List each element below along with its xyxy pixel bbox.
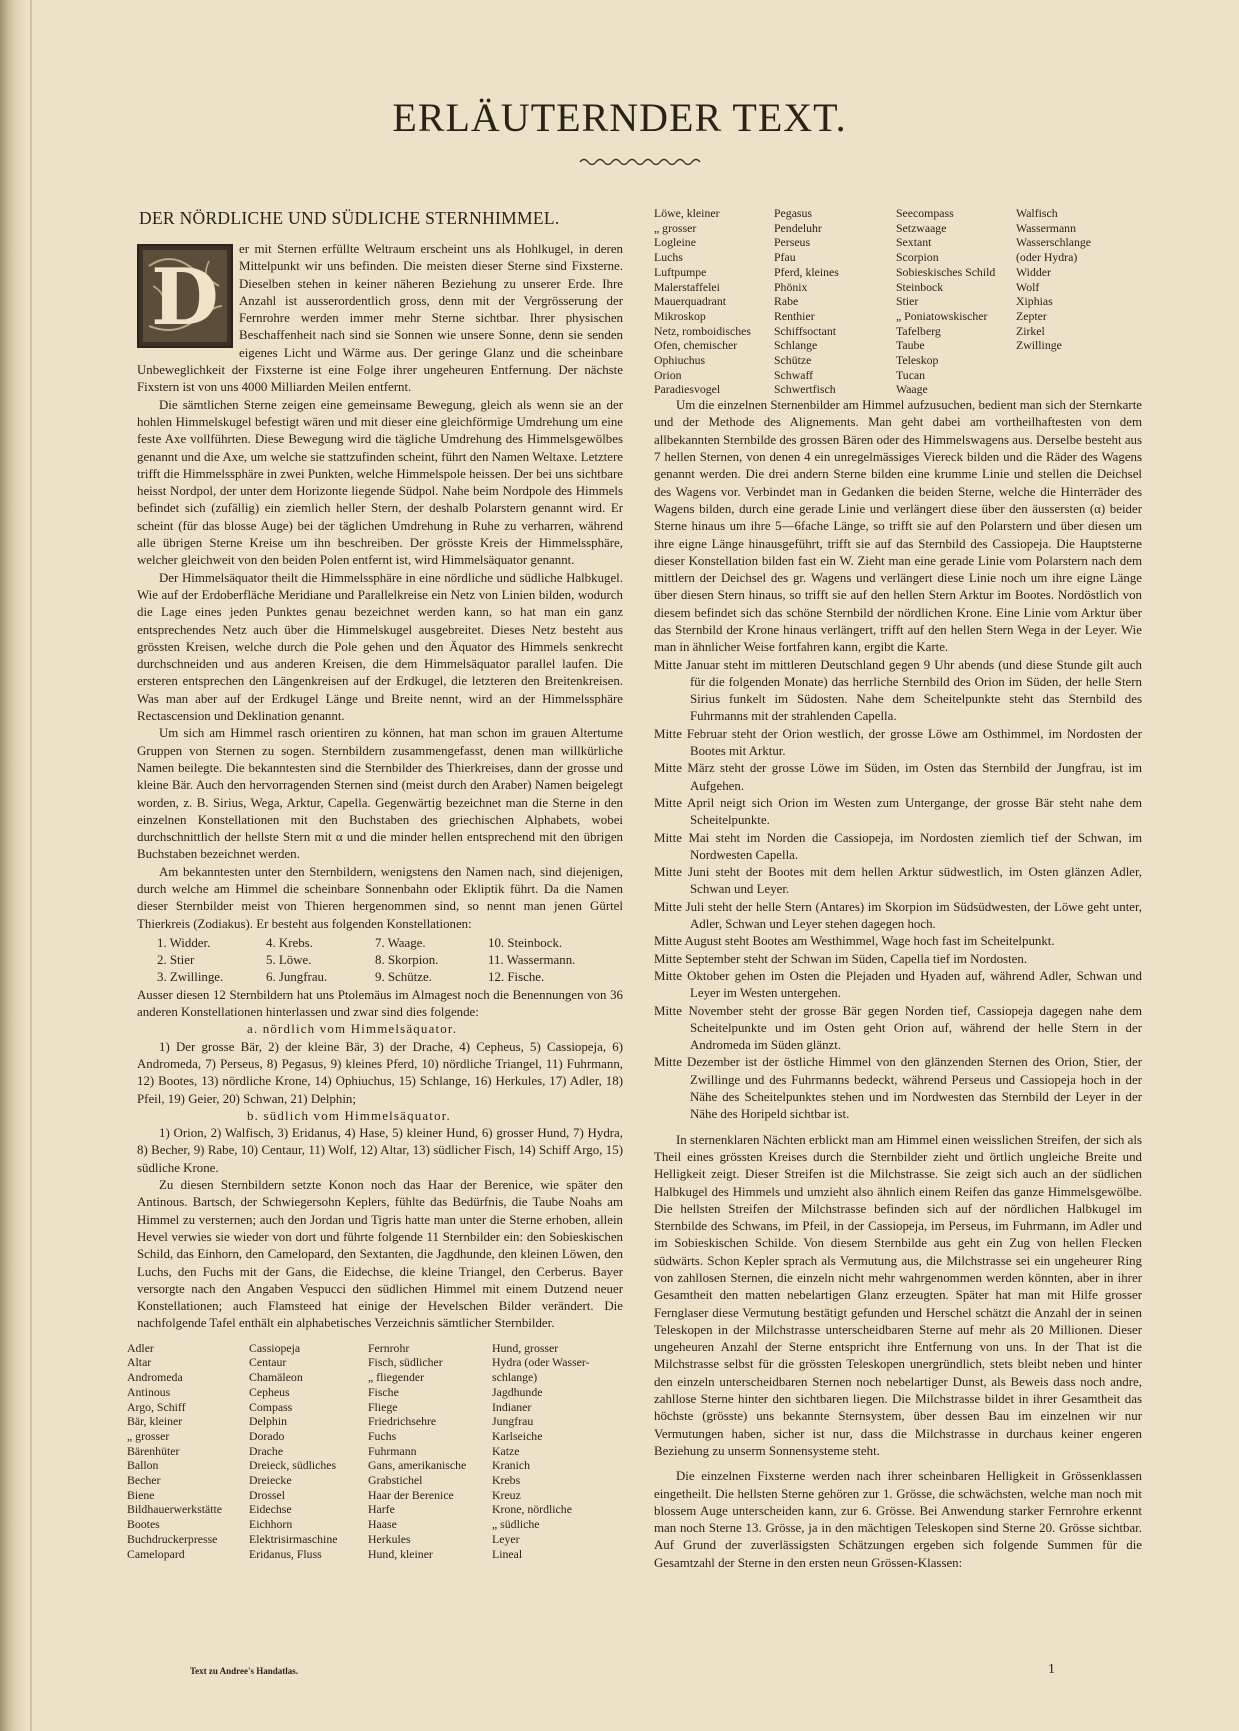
constellation-name: Fuhrmann xyxy=(368,1443,417,1458)
paragraph-rotation: Die sämtlichen Sterne zeigen eine gemeinsame Bewegung, gleich als wenn sie an der hohlen Himmelskugel befestigt wären und mit dieser eine gleichförmige Umdrehung um eine feste Axe vollführten. Diese Bewegung wird die tägliche Umdrehung des Himmelsgewölbes genannt und die Axe, um welche sie stattzufinden scheint, führt den Namen Weltaxe. Letztere trifft die Himmelssphäre in zwei Punkten, welche Himmelspole heissen. Der bei uns sichtbare heisst Nordpol, der unter dem Horizonte liegende Südpol. Nahe beim Nordpole des Himmels befindet sich (zufällig) ein ziemlich heller Stern, der deshalb Polarstern genannt wird. Er scheint (für das blosse Auge) bei der täglichen Umdrehung in Ruhe zu verharren, während alle übrigen Sterne Kreise um ihn beschreiben. Der grösste Kreis der Himmelssphäre, welcher gleichweit von den beiden Polen entfernt ist, wird Himmelsäquator genannt. xyxy=(137,397,623,568)
month-entry: Mitte Oktober gehen im Osten die Plejaden und Hyaden auf, während Adler, Schwan und Leyer im Westen untergehen. xyxy=(654,968,1142,1001)
constellation-name: Dreiecke xyxy=(249,1473,292,1488)
alphabetical-constellation-table-continued xyxy=(654,206,1142,397)
month-entry: Mitte April neigt sich Orion im Westen zum Untergange, der grosse Bär steht nahe dem Scheitelpunkte. xyxy=(654,795,1142,828)
drop-cap xyxy=(137,244,233,348)
month-entry: Mitte März steht der grosse Löwe im Süden, im Osten das Sternbild der Jungfrau, ist im Aufgehen. xyxy=(654,761,1142,793)
constellation-name: Delphin xyxy=(249,1414,288,1429)
constellation-name: Camelopard xyxy=(127,1546,185,1561)
constellation-name: Widder xyxy=(1016,264,1051,279)
constellation-name: Renthier xyxy=(774,308,815,323)
constellation-name: Adler xyxy=(127,1340,154,1355)
constellation-name: Eidechse xyxy=(249,1502,292,1517)
paragraph-zodiac: Am bekanntesten unter den Sternbildern, wenigstens den Namen nach, sind diejenigen, durch welche am Himmel die scheinbare Sonnenbahn oder Ekliptik führt. Da die Namen dieser Sternbilder meist von Thieren hergenommen sind, so nennt man jenen Gürtel Thierkreis (Zodiakus). Er besteht aus folgenden Konstellationen: xyxy=(137,864,623,931)
constellation-name: Hund, grosser xyxy=(492,1340,559,1355)
constellation-name: Seecompass xyxy=(896,206,954,220)
constellation-name: Fernrohr xyxy=(368,1340,410,1355)
paragraph-equator: Der Himmelsäquator theilt die Himmelssphäre in eine nördliche und südliche Halbkugel. Wie auf der Erdoberfläche Meridiane und Parallelkreise ein Netz von Linien bilden, wodurch die Lage eines jeden Punktes genau bezeichnet werden kann, so hat man ein ganz entsprechendes Netz auch über die Himmelskugel ausgebreitet. Dieses Netz besteht aus grössten Kreisen, welche durch die Pole gehen und den Äquator des Himmels senkrecht durchschneiden und aus anderen Kreisen, die dem Himmelsäquator parallel laufen. Die ersteren entsprechen den Längenkreisen auf der Erdkugel, die letzteren den Breitenkreisen. Was man aber auf der Erdkugel Länge und Breite nennt, wird an der Himmelssphäre Rectascension und Deklination genannt. xyxy=(137,570,623,724)
constellation-name: Elektrisirmaschine xyxy=(249,1531,338,1546)
constellation-name: Perseus xyxy=(774,235,811,250)
constellation-name: Pfau xyxy=(774,250,796,265)
constellation-name: Gans, amerikanische xyxy=(368,1458,467,1473)
constellation-name: Indianer xyxy=(492,1399,532,1414)
constellation-name: Dreieck, südliches xyxy=(249,1458,337,1473)
zodiac-item: 9. Schütze. xyxy=(375,970,432,985)
constellation-name: Bär, kleiner xyxy=(127,1414,183,1429)
constellation-name: Scorpion xyxy=(896,250,939,265)
alphabetical-constellation-table xyxy=(127,1341,623,1562)
constellation-name: Cassiopeja xyxy=(249,1340,301,1355)
constellation-name: Schwaff xyxy=(774,367,814,382)
constellation-name: Compass xyxy=(249,1399,293,1414)
zodiac-item: 12. Fische. xyxy=(488,970,545,985)
month-entry: Mitte Januar steht im mittleren Deutschland gegen 9 Uhr abends (und diese Stunde gilt auch für die folgenden Monate) das herrliche Sternbild des Orion im Süden, der helle Stern Sirius funkelt im Südosten. Nahe dem Scheitelpunkte steht das Sternbild des Fuhrmanns mit der strahlenden Capella. xyxy=(654,657,1142,724)
constellation-name: Ophiuchus xyxy=(654,353,706,368)
page-number: 1 xyxy=(1048,1662,1055,1677)
month-entry: Mitte Juni steht der Bootes mit dem hellen Arktur südwestlich, im Osten glänzen Adler, Schwan und Leyer. xyxy=(654,865,1142,897)
constellation-name: Eichhorn xyxy=(249,1517,293,1532)
zodiac-item: 8. Skorpion. xyxy=(375,953,439,968)
constellation-name: Lineal xyxy=(492,1546,523,1561)
constellation-name: Cepheus xyxy=(249,1384,290,1399)
monthly-sky-list xyxy=(654,657,1142,1124)
constellation-name: Hydra (oder Wasser- xyxy=(492,1355,590,1370)
month-entry: Mitte Dezember ist der östliche Himmel von den glänzenden Sternen des Orion, Stier, der Zwillinge und des Fuhrmanns bedeckt, während Perseus und Cassiopeja hoch in der Nähe des Scheitelpunktes stehen und im Nordwesten das Sternbild der Leyer in der Nähe des Horipeld sichtbar ist. xyxy=(654,1055,1142,1122)
footer-source: Text zu Andree's Handatlas. xyxy=(190,1666,299,1676)
constellation-name: Netz, romboidisches xyxy=(654,323,751,338)
constellation-name: Pferd, kleines xyxy=(774,264,839,279)
constellation-name: Eridanus, Fluss xyxy=(249,1546,322,1561)
zodiac-item: 1. Widder. xyxy=(157,935,211,950)
constellation-name: Leyer xyxy=(492,1531,520,1546)
constellation-name: Jagdhunde xyxy=(492,1384,543,1399)
paragraph-alignment: Um die einzelnen Sternenbilder am Himmel aufzusuchen, bedient man sich der Sternkarte und der Methode des Alignements. Man geht dabei am vortheilhaftesten von dem allbekannten Sternbilde des grossen Bären oder des Himmelswagens aus. Derselbe besteht aus 7 hellen Sternen, von denen 4 ein unregelmässiges Viereck bilden und die Räder des Wagens genannt werden. Die drei andern Sterne bilden eine krumme Linie und stellen die Deichsel des Wagens vor. Verbindet man in Gedanken die beiden Sterne, welche die Hinterräder des Wagens bilden, durch eine gerade Linie und verlängert diese über den äussersten (α) beider Sterne hinaus um ihre 5—6fache Länge, so trifft sie auf den Polarstern und über diesen um ihre eigne Länge hinausgeführt, trifft sie auf das Sternbild des Cassiopeja. Die Hauptsterne dieser Konstellation bilden fast ein W. Zieht man eine gerade Linie vom Polarstern nach dem mittlern der Deichsel des gr. Wagens und verlängert diese Linie noch um ihre eigne Länge über diesen Stern hinaus, so trifft sie auf den hellen Stern Arktur im Bootes. Nordöstlich von diesem befindet sich das schöne Sternbild der nördlichen Krone. Eine Linie vom Arktur über das Sternbild der Krone hinaus verlängert, trifft auf den hellen Stern Wega in der Leyer. Wie man in ähnlicher Weise fortfahren kann, ergibt die Karte. xyxy=(654,398,1142,655)
constellation-name: Harfe xyxy=(368,1502,395,1517)
constellation-name: Ballon xyxy=(127,1458,159,1473)
zodiac-item: 11. Wassermann. xyxy=(488,953,576,968)
zodiac-item: 7. Waage. xyxy=(375,935,426,950)
constellation-name: Schlange xyxy=(774,338,818,353)
constellation-name: Tucan xyxy=(896,367,926,382)
constellation-name: Mauerquadrant xyxy=(654,294,727,309)
constellation-name: Zwillinge xyxy=(1016,338,1062,353)
constellation-name: Taube xyxy=(896,338,925,353)
constellation-name: Schütze xyxy=(774,353,812,368)
constellation-name: Drache xyxy=(249,1443,284,1458)
constellation-name xyxy=(1016,368,1126,383)
constellation-name: Schiffsoctant xyxy=(774,323,837,338)
paragraph-magnitudes: Die einzelnen Fixsterne werden nach ihrer scheinbaren Helligkeit in Grössenklassen eingetheilt. Die hellsten Sterne gehören zur 1. Grösse, die schwächsten, welche man noch mit blossem Auge unterscheiden kann, zur 6. Grösse. Bei Anwendung starker Fernrohre erkennt man noch Sterne 13. Grösse, ja in den mächtigen Teleskopen sind Sterne 20. Grösse sichtbar. Auf Grund der zuverlässigsten Schätzungen ergeben sich folgende Summen für die Gesamtzahl der Sterne in den ersten neun Grössen-Klassen: xyxy=(654,1469,1142,1570)
paragraph-constellations: Um sich am Himmel rasch orientiren zu können, hat man schon im grauen Altertume Gruppen von Sternen zu sogen. Sternbildern zusammengefasst, denen man willkürliche Namen beilegte. Die bekanntesten sind die Sternbilder des Thierkreises, dann der grosse und kleine Bär. Auch den hervorragenden Sternen sind (meist durch den Araber) Namen beigelegt worden, z. B. Sirius, Wega, Arktur, Capella. Gegenwärtig bezeichnet man die Sterne in den einzelnen Konstellationen mit den Buchstaben des griechischen Alphabets, wobei durchschnittlich der hellste Stern mit α und die minder hellen entsprechend mit den übrigen Buchstaben bezeichnet werden. xyxy=(137,726,623,862)
constellation-name: Fliege xyxy=(368,1399,398,1414)
constellation-name: Pendeluhr xyxy=(774,220,822,235)
paragraph-later-additions: Zu diesen Sternbildern setzte Konon noch das Haar der Berenice, wie später den Antinous. Bartsch, der Schwiegersohn Keplers, fühlte das Bedürfnis, die Taube Noahs am Himmel zu versternen; auch den Jordan und Tigris hatte man unter die Sterne erhoben, allein Hevel verwies sie wieder von dort und führte folgende 11 Sternbilder ein: den Sobieskischen Schild, das Einhorn, den Camelopard, den Sextanten, die Jagdhunde, den kleinen Löwen, den Luchs, den Fuchs mit der Gans, die Eidechse, die kleine Triangel, den Cerberus. Bayer versorgte nach den Angaben Vespucci den südlichen Himmel mit einem Dutzend neuer Konstellationen; auch Flamsteed hat einige der Hevelschen Bilder verändert. Die nachfolgende Tafel enthält ein alphabetisches Verzeichnis sämtlicher Sternbilder. xyxy=(137,1178,623,1331)
page-binding-edge xyxy=(0,0,26,1731)
section-title: DER NÖRDLICHE UND SÜDLICHE STERNHIMMEL. xyxy=(139,208,560,228)
constellation-name: „ grosser xyxy=(127,1428,170,1443)
zodiac-item: 6. Jungfrau. xyxy=(266,970,328,985)
constellation-name: „ grosser xyxy=(654,220,697,235)
zodiac-item: 2. Stier xyxy=(157,953,195,968)
constellation-name: Fuchs xyxy=(368,1428,397,1443)
subheading-north: a. nördlich vom Himmelsäquator. xyxy=(247,1022,458,1037)
constellation-name: Haase xyxy=(368,1517,397,1532)
month-entry: Mitte Februar steht der Orion westlich, der grosse Löwe am Osthimmel, im Nordosten der Bootes mit Arktur. xyxy=(654,726,1142,759)
constellation-name: (oder Hydra) xyxy=(1016,250,1078,265)
constellation-name xyxy=(1016,382,1126,397)
constellation-name: Grabstichel xyxy=(368,1473,423,1488)
constellation-name: Paradiesvogel xyxy=(654,382,721,397)
constellation-name: Friedrichsehre xyxy=(368,1414,437,1429)
constellation-name: Luftpumpe xyxy=(654,264,707,279)
constellation-name: Setzwaage xyxy=(896,220,947,235)
constellation-name xyxy=(1016,353,1126,368)
constellation-name: Bärenhüter xyxy=(127,1443,180,1458)
paragraph-intro: er mit Sternen erfüllte Weltraum erscheint uns als Hohlkugel, in deren Mittelpunkt wir uns befinden. Die meisten dieser Sterne sind Fixsterne. Dieselben stehen in keiner näheren Beziehung zu unserer Erde. Ihre Anzahl ist ausserordentlich gross, denn mit der Vergrösserung der Fernrohre werden immer mehr Sterne sichtbar. Ihrer physischen Beschaffenheit nach sind sie Sonnen wie unsere Sonne, denn sie senden eigenes Licht und Wärme aus. Der geringe Glanz und die scheinbare Unbeweglichkeit der Fixsterne ist eine Folge ihrer ungeheuren Entfernung. Der nächste Fixstern ist von uns 4000 Milliarden Meilen entfernt. xyxy=(137,242,623,395)
constellation-name: Steinbock xyxy=(896,279,944,294)
constellation-name: Wasserschlange xyxy=(1016,235,1092,250)
paragraph-milky-way: In sternenklaren Nächten erblickt man am Himmel einen weisslichen Streifen, der sich als Theil eines grössten Kreises durch die Sternbilder zieht und örtlich ungleiche Breite und Helligkeit zeigt. Dieser Streifen ist die Milchstrasse. Sie zeigt sich auch an der südlichen Halbkugel des Himmels und umzieht also ähnlich einem Reifen das ganze Himmelsgewölbe. Die hellsten Streifen der Milchstrasse befinden sich auf der nördlichen Halbkugel im Sternbilde des Schwans, im Pfeil, in der Cassiopeja, im Perseus, im Fuhrmann, im Adler und im Sobieskischen Schilde. Von diesem Sternbilde aus geht ein Zug von hellen Flecken südwärts. Schon Kepler sprach als Vermutung aus, die Milchstrasse sei ein ungeheurer Ring von zahllosen Sternen, die einzeln nicht mehr wahrgenommen werden könnten, aber in ihrer Gesamtheit den matten nebelartigen Glanz erzeugten. Später hat man mit Hilfe grosser Fernglaser diese Vermutung bestätigt gefunden und Herschel schätzt die Anzahl der in seinen Teleskopen in der Milchstrasse unterscheidbaren Sterne auf mehr als 20 Millionen. Dieser ungeheuren Anzahl der Sterne entspricht ihre Entfernung von uns. In der That ist die Milchstrasse selbst für die grössten Teleskopen unergründlich, stets bleibt neben und hinter den einzeln unterscheidbaren Sternen noch nebelartiger Dunst, als Beweis dass noch andre, zahllose Sterne hinter den sichtbaren liegen. Die Milchstrasse bildet in ihrer Gesamtheit das höchste (grösste) uns bekannte Sternsystem, über dessen Bau im einzelnen wir nur Vermutungen haben, sicher ist nur, dass die Milchstrasse in durchaus keiner engeren Beziehung zu unserm Sonnensysteme steht. xyxy=(654,1132,1142,1458)
constellation-name: schlange) xyxy=(492,1370,538,1385)
constellation-name: Argo, Schiff xyxy=(127,1399,186,1414)
constellation-name: Ofen, chemischer xyxy=(654,338,738,353)
constellation-name: Luchs xyxy=(654,250,683,265)
constellation-name: Wassermann xyxy=(1016,220,1076,235)
zodiac-item: 5. Löwe. xyxy=(266,953,312,968)
constellation-name: Krebs xyxy=(492,1473,521,1488)
constellation-name: Buchdruckerpresse xyxy=(127,1531,218,1546)
constellation-name: Antinous xyxy=(127,1384,171,1399)
constellation-name: Katze xyxy=(492,1443,520,1458)
constellation-name: Andromeda xyxy=(127,1370,183,1385)
constellation-name: Pegasus xyxy=(774,206,813,220)
constellation-name: „ südliche xyxy=(492,1517,540,1532)
constellation-name: Teleskop xyxy=(896,353,939,368)
title-ornament xyxy=(578,155,702,169)
paragraph-south-list: 1) Orion, 2) Walfisch, 3) Eridanus, 4) Hase, 5) kleiner Hund, 6) grosser Hund, 7) Hydra, 8) Becher, 9) Rabe, 10) Centaur, 11) Wolf, 12) Altar, 13) südlicher Fisch, 14) Schiff Argo, 15) südliche Krone. xyxy=(137,1126,623,1175)
constellation-name: Wolf xyxy=(1016,279,1040,294)
drop-cap-letter: D xyxy=(151,252,219,343)
constellation-name: Logleine xyxy=(654,235,696,250)
constellation-name: Walfisch xyxy=(1016,206,1058,220)
constellation-name: Centaur xyxy=(249,1355,287,1370)
constellation-name: Dorado xyxy=(249,1428,285,1443)
month-entry: Mitte September steht der Schwan im Süden, Capella tief im Nordosten. xyxy=(654,951,1028,966)
constellation-name: Herkules xyxy=(368,1531,411,1546)
constellation-name: Löwe, kleiner xyxy=(654,206,720,220)
constellation-name: Mikroskop xyxy=(654,308,706,323)
constellation-name: Drossel xyxy=(249,1487,286,1502)
month-entry: Mitte Mai steht im Norden die Cassiopeja, im Nordosten ziemlich tief der Schwan, im Nordwesten Capella. xyxy=(654,830,1142,862)
constellation-name: Haar der Berenice xyxy=(368,1487,454,1502)
constellation-name: Karlseiche xyxy=(492,1428,543,1443)
constellation-name: Krone, nördliche xyxy=(492,1502,572,1517)
constellation-name: „ fliegender xyxy=(368,1370,425,1385)
subheading-south: b. südlich vom Himmelsäquator. xyxy=(247,1108,451,1123)
constellation-name: Jungfrau xyxy=(492,1414,534,1429)
constellation-name: Xiphias xyxy=(1016,294,1053,309)
zodiac-list xyxy=(157,935,623,987)
constellation-name: Phönix xyxy=(774,279,808,294)
month-entry: Mitte November steht der grosse Bär gegen Norden tief, Cassiopeja dagegen nahe dem Scheitelpunkte und im Osten geht Orion auf, während der helle Stern in der Andromeda im Süden glänzt. xyxy=(654,1003,1142,1053)
paragraph-ptolemy: Ausser diesen 12 Sternbildern hat uns Ptolemäus im Almagest noch die Benennungen von 36 anderen Konstellationen hinterlassen und zwar sind dies folgende: xyxy=(137,987,623,1020)
constellation-name: Chamäleon xyxy=(249,1370,303,1385)
constellation-name: Biene xyxy=(127,1487,155,1502)
constellation-name: Zirkel xyxy=(1016,323,1045,338)
constellation-name: Bildhauerwerkstätte xyxy=(127,1502,222,1517)
constellation-name: Stier xyxy=(896,294,919,309)
constellation-name: Altar xyxy=(127,1355,152,1370)
constellation-name: Orion xyxy=(654,367,682,382)
constellation-name: Waage xyxy=(896,382,928,397)
left-column xyxy=(127,208,623,1561)
constellation-name: Fisch, südlicher xyxy=(368,1355,443,1370)
constellation-name: Bootes xyxy=(127,1517,160,1532)
zodiac-item: 10. Steinbock. xyxy=(488,935,563,950)
paragraph-north-list: 1) Der grosse Bär, 2) der kleine Bär, 3) der Drache, 4) Cepheus, 5) Cassiopeja, 6) Andromeda, 7) Perseus, 8) Pegasus, 9) kleines Pferd, 10) nördliche Triangel, 11) Fuhrmann, 12) Bootes, 13) nördliche Krone, 14) Ophiuchus, 15) Schlange, 16) Herkules, 17) Adler, 18) Pfeil, 19) Geier, 20) Schwan, 21) Delphin; xyxy=(137,1039,623,1106)
month-entry: Mitte August steht Bootes am Westhimmel, Wage hoch fast im Scheitelpunkt. xyxy=(654,934,1055,949)
month-entry: Mitte Juli steht der helle Stern (Antares) im Skorpion im Südsüdwesten, der Löwe geht unter, Adler, Schwan und Leyer stehen dagegen hoch. xyxy=(654,899,1142,932)
constellation-name: Tafelberg xyxy=(896,323,941,338)
constellation-name: Kranich xyxy=(492,1458,530,1473)
right-column xyxy=(654,206,1142,1572)
constellation-name: Malerstaffelei xyxy=(654,279,720,294)
constellation-name: Schwertfisch xyxy=(774,382,836,397)
zodiac-item: 3. Zwillinge. xyxy=(157,970,224,985)
constellation-name: Hund, kleiner xyxy=(368,1546,433,1561)
constellation-name: Sextant xyxy=(896,235,932,250)
constellation-name: Fische xyxy=(368,1384,399,1399)
page-title: ERLÄUTERNDER TEXT. xyxy=(392,95,847,140)
constellation-name: Kreuz xyxy=(492,1487,521,1502)
constellation-name: Sobieskisches Schild xyxy=(896,264,996,279)
constellation-name: Becher xyxy=(127,1473,161,1488)
zodiac-item: 4. Krebs. xyxy=(266,935,313,950)
constellation-name: Rabe xyxy=(774,294,799,309)
constellation-name: Zepter xyxy=(1016,308,1047,323)
constellation-name: „ Poniatowskischer xyxy=(896,308,988,323)
